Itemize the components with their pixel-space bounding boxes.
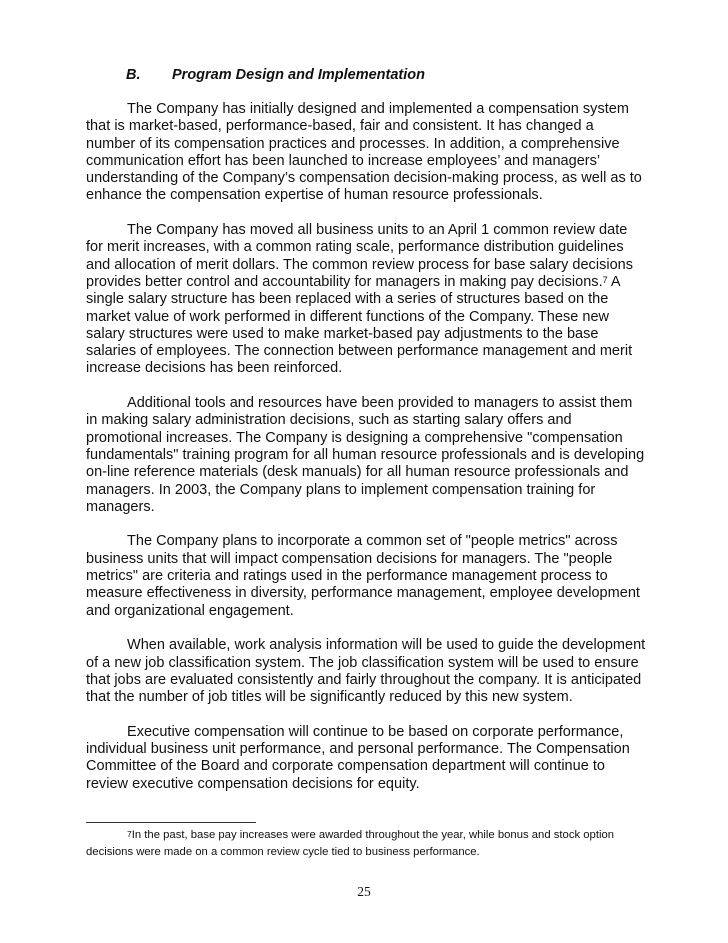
footnote-text: In the past, base pay increases were awarded throughout the year, while bonus and stock option decisions were made on a common review cycle tied to business performance. bbox=[86, 829, 615, 858]
section-letter: B. bbox=[126, 67, 141, 83]
paragraph bbox=[86, 533, 646, 619]
paragraph-text: The Company has moved all business units to an April 1 common review date for merit increases, with a common rating scale, performance distribution guidelines and allocation of merit dollars. The common review process for base salary decisions provides better control and accountability for managers in making pay decisions. bbox=[86, 222, 634, 290]
paragraph-text: When available, work analysis information will be used to guide the development of a new job classification system. The job classification system will be used to ensure that jobs are evaluated consistently and fairly throughout the company. It is anticipated that the number of job titles will be significantly reduced by this new system. bbox=[86, 637, 646, 706]
paragraph-text: The Company has initially designed and implemented a compensation system that is market-based, performance-based, fair and consistent. It has changed a number of its compensation practices and processes. In addition, a comprehensive communication effort has been launched to increase employees’ and managers’ understanding of the Company’s compensation decision-making process, as well as to enhance the compensation expertise of human resource professionals. bbox=[86, 101, 642, 204]
footnote bbox=[86, 827, 646, 860]
paragraph bbox=[86, 101, 646, 205]
paragraph bbox=[86, 724, 646, 793]
paragraph bbox=[86, 637, 646, 706]
paragraph-text: Additional tools and resources have been provided to managers to assist them in making salary administration decisions, such as starting salary offers and promotional increases. The Company is designing a comprehensive "compensation fundamentals" training program for all human resource professionals and is developing on-line reference materials (desk manuals) for all human resource professionals and managers. In 2003, the Company plans to implement compensation training for managers. bbox=[86, 395, 645, 515]
paragraph-text: Executive compensation will continue to be based on corporate performance, individual business unit performance, and personal performance. The Compensation Committee of the Board and corporate compensation department will continue to review executive compensation decisions for equity. bbox=[86, 723, 630, 792]
paragraph-text: The Company plans to incorporate a common set of "people metrics" across business units that will impact compensation decisions for managers. The "people metrics" are criteria and ratings used in the performance management process to measure effectiveness in diversity, performance management, employee development and organizational engagement. bbox=[86, 533, 640, 619]
footnote-paragraph bbox=[86, 827, 646, 860]
page-number: 25 bbox=[357, 884, 371, 899]
paragraph-text-continued: A single salary structure has been replaced with a series of structures based on the market value of work performed in different functions of the Company. These new salary structures were used to make market-based pay adjustments to the base salaries of employees. The connection between performance management and merit increase decisions has been reinforced. bbox=[86, 273, 633, 377]
footnote-reference: 7 bbox=[602, 274, 608, 285]
paragraph bbox=[86, 395, 646, 516]
body-text bbox=[86, 101, 646, 793]
footnote-divider bbox=[86, 822, 256, 823]
section-title: Program Design and Implementation bbox=[172, 67, 425, 83]
paragraph bbox=[86, 222, 646, 378]
footnote-mark: 7 bbox=[127, 829, 132, 839]
section-heading bbox=[126, 67, 425, 83]
